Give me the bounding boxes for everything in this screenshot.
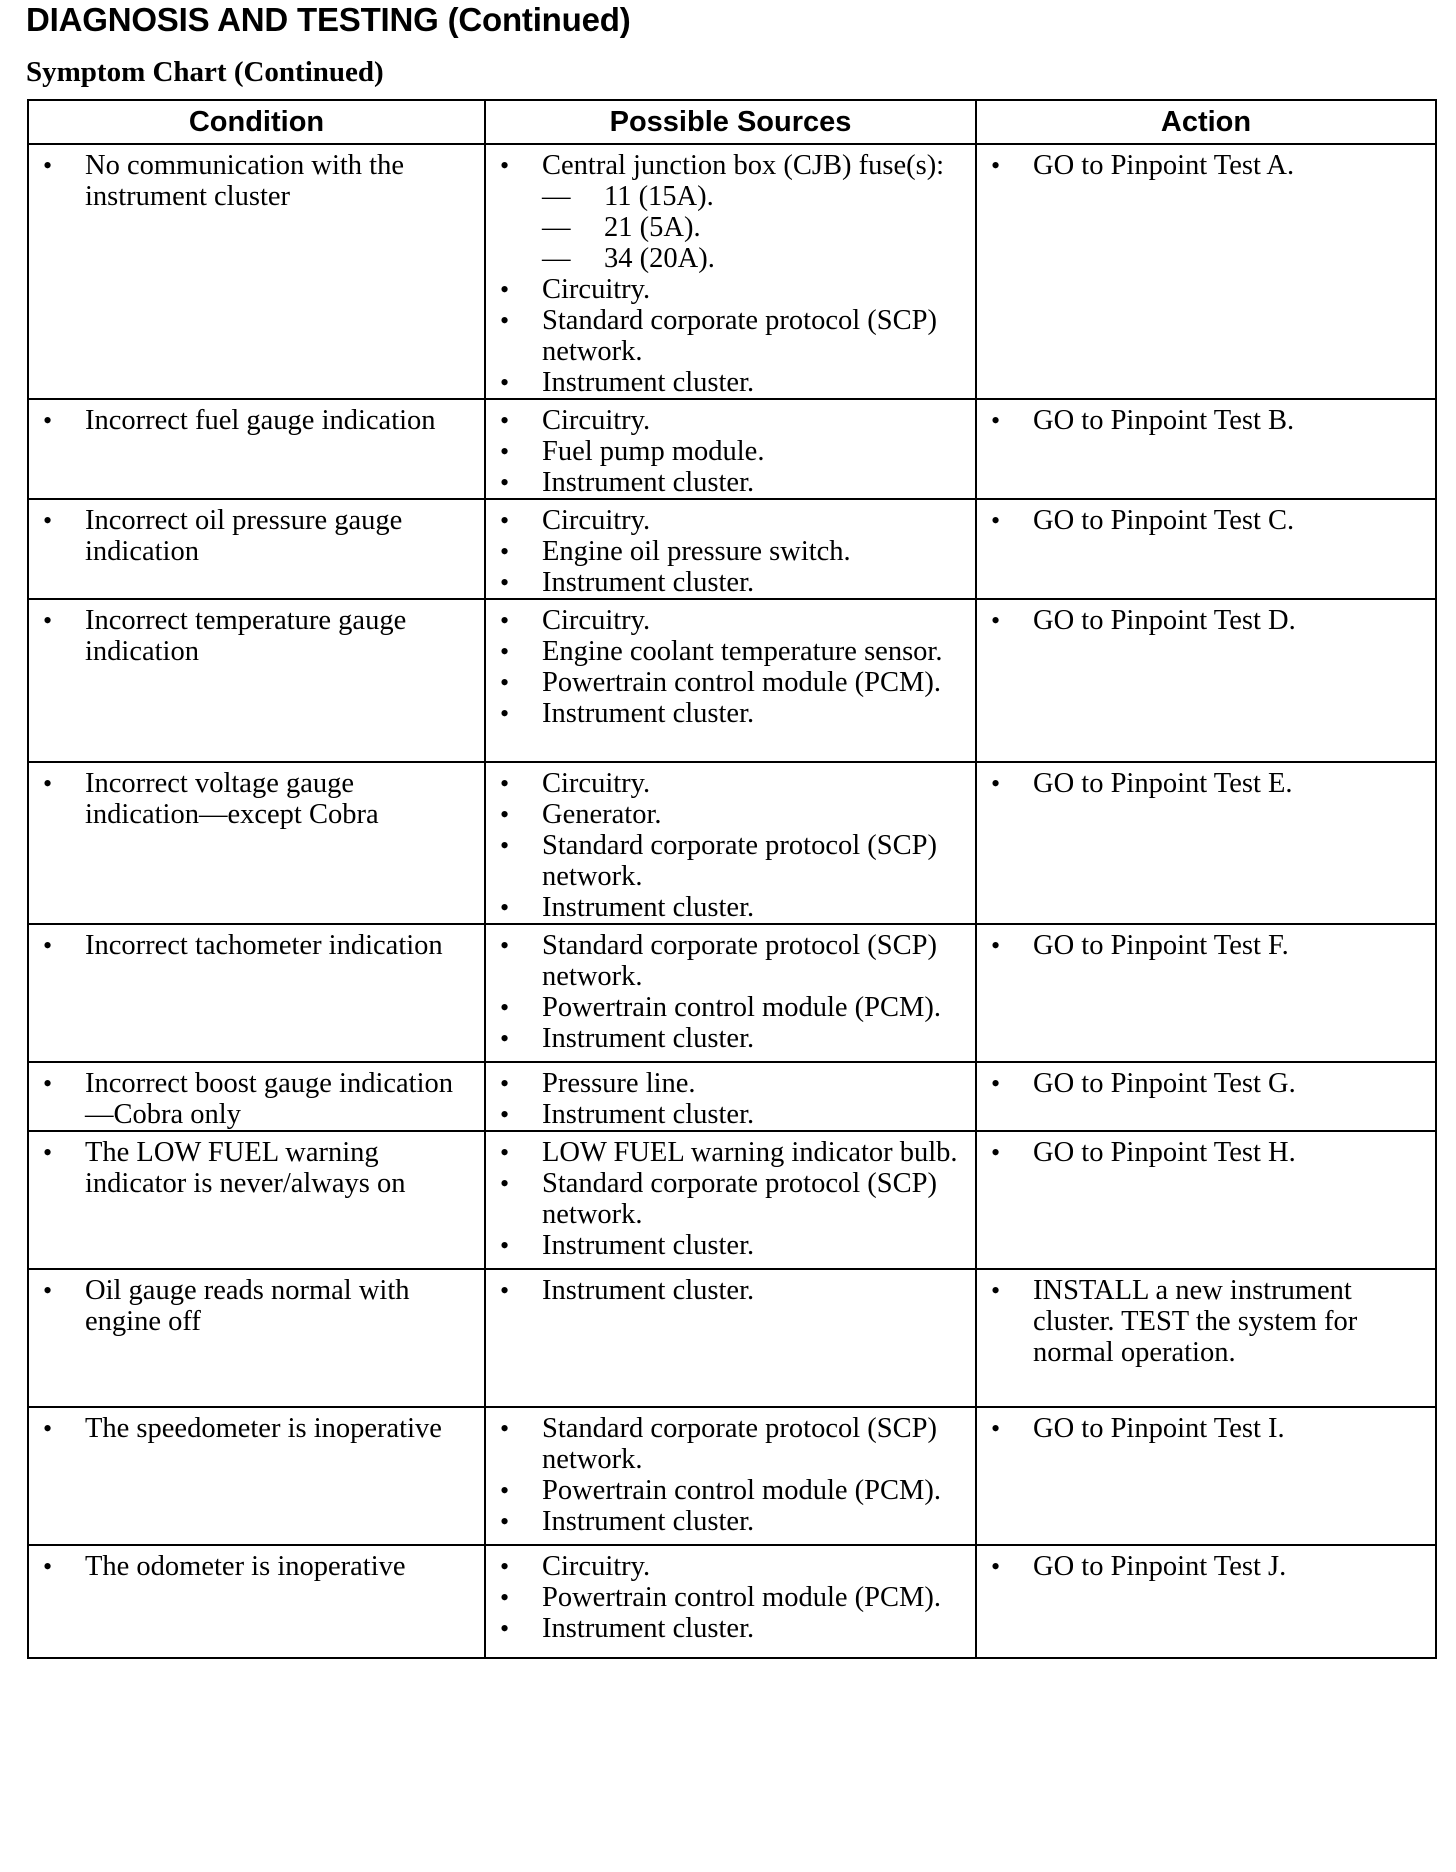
action-text: • GO to Pinpoint Test D. [991, 605, 1425, 636]
source-text: Powertrain control module (PCM). [542, 1582, 941, 1613]
dash-marker: — [542, 243, 571, 274]
fuse-sub-item [542, 181, 965, 212]
possible-sources-cell [485, 1269, 976, 1407]
source-item [500, 667, 965, 698]
source-item [500, 1613, 965, 1644]
condition-text: • No communication with the instrument cluster [43, 150, 474, 212]
fuse-sub-item [542, 243, 965, 274]
condition-text: • Incorrect voltage gauge indication—except Cobra [43, 768, 474, 830]
source-item [500, 505, 965, 536]
source-text: Circuitry. [542, 768, 651, 799]
source-item [500, 768, 965, 799]
source-text: Standard corporate protocol (SCP) network. [542, 930, 937, 992]
possible-sources-cell [485, 1131, 976, 1269]
source-item [500, 367, 965, 398]
table-body [28, 144, 1436, 1658]
action-text: • GO to Pinpoint Test C. [991, 505, 1425, 536]
source-text: Instrument cluster. [542, 367, 755, 398]
action-text: • GO to Pinpoint Test I. [991, 1413, 1425, 1444]
header-action: Action [976, 100, 1436, 144]
possible-sources-cell [485, 924, 976, 1062]
source-text: Engine coolant temperature sensor. [542, 636, 943, 667]
source-text: Fuel pump module. [542, 436, 765, 467]
source-text: Circuitry. [542, 274, 651, 305]
table-row [28, 762, 1436, 924]
source-item [500, 467, 965, 498]
fuse-sub-text: 34 (20A). [604, 243, 715, 274]
table-row [28, 924, 1436, 1062]
source-text: Standard corporate protocol (SCP) network. [542, 830, 937, 892]
fuse-sub-text: 11 (15A). [604, 181, 714, 212]
source-item [500, 405, 965, 436]
dash-marker: — [542, 212, 571, 243]
source-item [500, 698, 965, 729]
condition-text: • The odometer is inoperative [43, 1551, 474, 1582]
source-item [500, 1023, 965, 1054]
source-text: Standard corporate protocol (SCP) network. [542, 1413, 937, 1475]
source-item [500, 150, 965, 274]
symptom-chart-table [27, 99, 1437, 1659]
source-text: Instrument cluster. [542, 1613, 755, 1644]
source-item [500, 1582, 965, 1613]
table-row [28, 1407, 1436, 1545]
source-item [500, 1275, 965, 1306]
condition-text: • The speedometer is inoperative [43, 1413, 474, 1444]
table-row [28, 1269, 1436, 1407]
page-title: DIAGNOSIS AND TESTING (Continued) [26, 1, 631, 38]
condition-cell [28, 1269, 485, 1407]
source-item [500, 892, 965, 923]
source-item [500, 1068, 965, 1099]
table-row [28, 1545, 1436, 1658]
source-text: Standard corporate protocol (SCP) network. [542, 1168, 937, 1230]
action-text: • GO to Pinpoint Test B. [991, 405, 1425, 436]
action-cell [976, 762, 1436, 924]
source-item [500, 305, 965, 367]
source-text: Instrument cluster. [542, 1023, 755, 1054]
action-cell [976, 1407, 1436, 1545]
source-text: Generator. [542, 799, 662, 830]
fuse-sub-text: 21 (5A). [604, 212, 701, 243]
source-text: Engine oil pressure switch. [542, 536, 851, 567]
source-text: Instrument cluster. [542, 1230, 755, 1261]
action-text: • GO to Pinpoint Test H. [991, 1137, 1425, 1168]
source-text: Powertrain control module (PCM). [542, 1475, 941, 1506]
action-cell [976, 1131, 1436, 1269]
table-row [28, 1062, 1436, 1131]
action-cell [976, 1269, 1436, 1407]
source-text: Pressure line. [542, 1068, 696, 1099]
possible-sources-cell [485, 144, 976, 399]
condition-cell [28, 1131, 485, 1269]
source-item [500, 1230, 965, 1261]
header-condition: Condition [28, 100, 485, 144]
condition-text: • Incorrect tachometer indication [43, 930, 474, 961]
source-item [500, 930, 965, 992]
condition-text: • Incorrect temperature gauge indication [43, 605, 474, 667]
condition-cell [28, 1407, 485, 1545]
source-item [500, 1099, 965, 1130]
condition-text: • The LOW FUEL warning indicator is never/always on [43, 1137, 474, 1199]
condition-cell [28, 1545, 485, 1658]
condition-text: • Incorrect boost gauge indication—Cobra only [43, 1068, 474, 1130]
source-item [500, 567, 965, 598]
table-row [28, 599, 1436, 762]
action-text: • GO to Pinpoint Test A. [991, 150, 1425, 181]
source-item [500, 436, 965, 467]
action-cell [976, 1062, 1436, 1131]
source-item [500, 1168, 965, 1230]
action-cell [976, 1545, 1436, 1658]
source-text: Circuitry. [542, 505, 651, 536]
source-item [500, 992, 965, 1023]
source-item [500, 1506, 965, 1537]
source-text: Instrument cluster. [542, 567, 755, 598]
source-item [500, 274, 965, 305]
table-row [28, 499, 1436, 599]
source-text: Instrument cluster. [542, 1275, 755, 1306]
possible-sources-cell [485, 399, 976, 499]
source-item [500, 1137, 965, 1168]
condition-cell [28, 144, 485, 399]
action-cell [976, 924, 1436, 1062]
condition-cell [28, 499, 485, 599]
action-text: • GO to Pinpoint Test G. [991, 1068, 1425, 1099]
source-text: Circuitry. [542, 605, 651, 636]
source-item [500, 799, 965, 830]
source-text: Powertrain control module (PCM). [542, 667, 941, 698]
condition-cell [28, 762, 485, 924]
action-cell [976, 499, 1436, 599]
action-cell [976, 599, 1436, 762]
source-item [500, 1551, 965, 1582]
source-item [500, 536, 965, 567]
source-item [500, 1475, 965, 1506]
possible-sources-cell [485, 762, 976, 924]
source-item [500, 605, 965, 636]
condition-text: • Oil gauge reads normal with engine off [43, 1275, 474, 1337]
source-text: Circuitry. [542, 1551, 651, 1582]
fuse-sub-item [542, 212, 965, 243]
source-text: Instrument cluster. [542, 467, 755, 498]
action-text: • GO to Pinpoint Test J. [991, 1551, 1425, 1582]
table-row [28, 144, 1436, 399]
source-text: Instrument cluster. [542, 1099, 755, 1130]
possible-sources-cell [485, 1545, 976, 1658]
action-cell [976, 144, 1436, 399]
action-text: • GO to Pinpoint Test E. [991, 768, 1425, 799]
possible-sources-cell [485, 599, 976, 762]
source-text: Instrument cluster. [542, 1506, 755, 1537]
source-text: Instrument cluster. [542, 892, 755, 923]
condition-text: • Incorrect oil pressure gauge indication [43, 505, 474, 567]
possible-sources-cell [485, 1407, 976, 1545]
dash-marker: — [542, 181, 571, 212]
source-item [500, 830, 965, 892]
source-text: Standard corporate protocol (SCP) network. [542, 305, 937, 367]
action-text: • INSTALL a new instrument cluster. TEST the system for normal operation. [991, 1275, 1425, 1368]
condition-cell [28, 399, 485, 499]
table-row [28, 1131, 1436, 1269]
source-text: Powertrain control module (PCM). [542, 992, 941, 1023]
header-possible-sources: Possible Sources [485, 100, 976, 144]
table-row [28, 399, 1436, 499]
section-subtitle: Symptom Chart (Continued) [26, 56, 384, 88]
table-header-row [28, 100, 1436, 144]
possible-sources-cell [485, 1062, 976, 1131]
action-text: • GO to Pinpoint Test F. [991, 930, 1425, 961]
source-text: LOW FUEL warning indicator bulb. [542, 1137, 958, 1168]
condition-cell [28, 599, 485, 762]
condition-cell [28, 924, 485, 1062]
action-cell [976, 399, 1436, 499]
source-item [500, 1413, 965, 1475]
source-item [500, 636, 965, 667]
possible-sources-cell [485, 499, 976, 599]
condition-text: • Incorrect fuel gauge indication [43, 405, 474, 436]
condition-cell [28, 1062, 485, 1131]
source-text: Circuitry. [542, 405, 651, 436]
source-text: Central junction box (CJB) fuse(s): [542, 150, 945, 181]
source-text: Instrument cluster. [542, 698, 755, 729]
